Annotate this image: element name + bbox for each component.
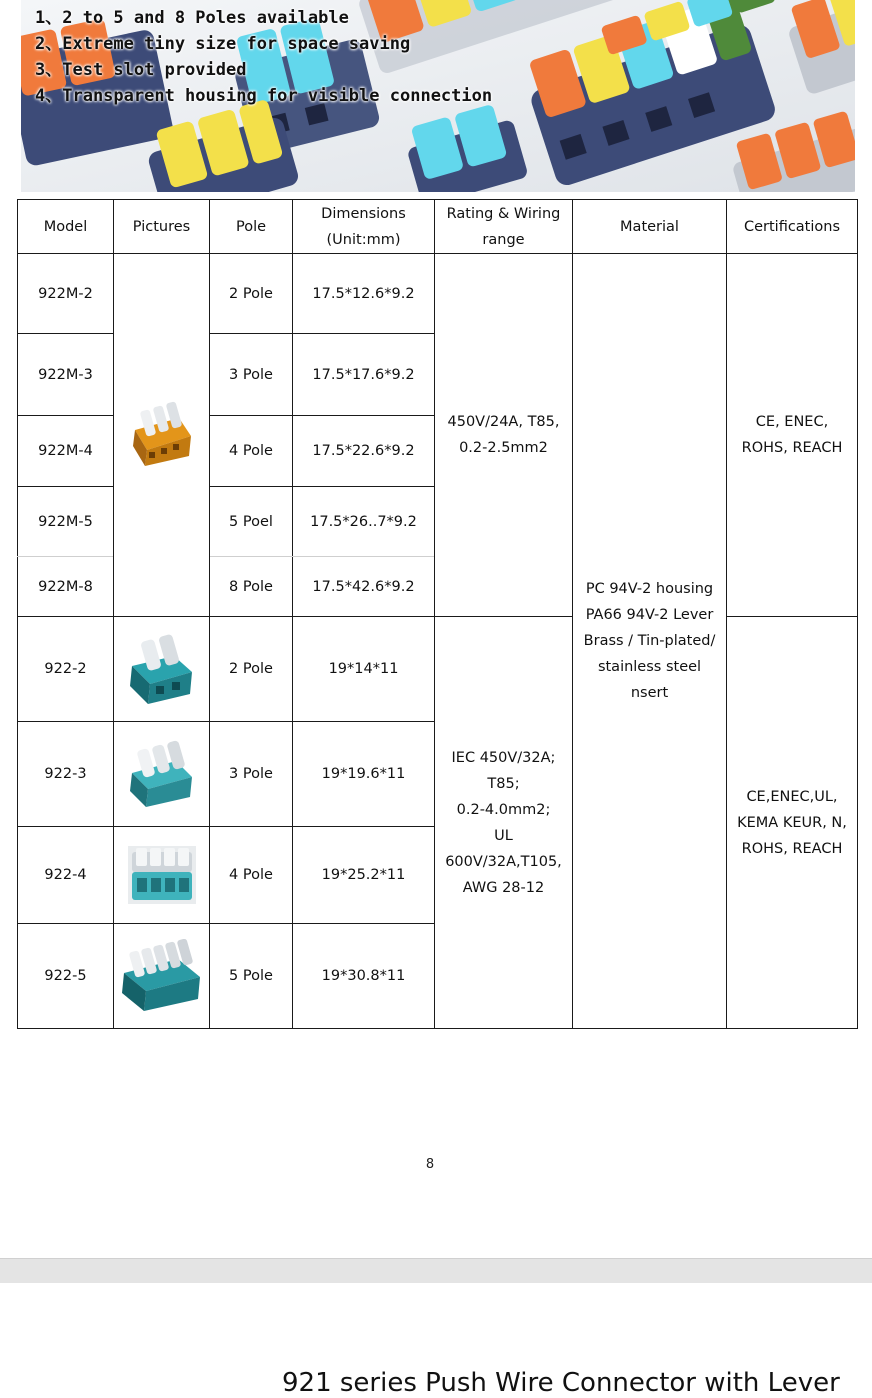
dimension-cell: 17.5*26..7*9.2 bbox=[293, 487, 435, 557]
feature-item: 2、Extreme tiny size for space saving bbox=[35, 34, 411, 54]
rating-cell-922m bbox=[435, 254, 573, 617]
picture-cell bbox=[114, 722, 210, 827]
next-page-title: 921 series Push Wire Connector with Lever bbox=[282, 1368, 840, 1398]
rating-line: T85; bbox=[487, 775, 520, 792]
pole-cell: 4 Pole bbox=[210, 416, 293, 487]
picture-cell bbox=[114, 827, 210, 924]
material-line: PC 94V-2 housing bbox=[585, 581, 714, 597]
dimension-cell: 17.5*42.6*9.2 bbox=[293, 557, 435, 617]
rating-line: 0.2-2.5mm2 bbox=[459, 440, 548, 456]
certification-line: ROHS, REACH bbox=[741, 440, 843, 456]
model-cell: 922M-8 bbox=[18, 557, 114, 617]
feature-item: 3、Test slot provided bbox=[35, 60, 247, 80]
pole-cell: 3 Pole bbox=[210, 334, 293, 416]
certification-line: KEMA KEUR, N, bbox=[737, 814, 847, 831]
header-certifications: Certifications bbox=[727, 200, 858, 254]
feature-list bbox=[35, 5, 492, 109]
pole-cell: 8 Pole bbox=[210, 557, 293, 617]
dimension-cell: 17.5*17.6*9.2 bbox=[293, 334, 435, 416]
certification-line: CE, ENEC, bbox=[755, 414, 829, 430]
rating-line: UL bbox=[494, 827, 513, 844]
pole-cell: 4 Pole bbox=[210, 827, 293, 924]
header-pictures: Pictures bbox=[114, 200, 210, 254]
pole-cell: 3 Pole bbox=[210, 722, 293, 827]
header-rating-line: Rating & Wiring bbox=[446, 205, 561, 222]
feature-item: 4、Transparent housing for visible connection bbox=[35, 86, 493, 106]
dimension-cell: 19*30.8*11 bbox=[293, 924, 435, 1029]
material-line: nsert bbox=[630, 685, 669, 701]
dimension-cell: 19*19.6*11 bbox=[293, 722, 435, 827]
model-cell: 922-4 bbox=[18, 827, 114, 924]
certification-cell-922m bbox=[727, 254, 858, 617]
pole-cell: 2 Pole bbox=[210, 617, 293, 722]
pole-cell: 5 Pole bbox=[210, 924, 293, 1029]
header-model: Model bbox=[18, 200, 114, 254]
model-cell: 922-2 bbox=[18, 617, 114, 722]
teal-2-pole-connector-image bbox=[128, 632, 196, 706]
header-rating bbox=[435, 200, 573, 254]
material-line: PA66 94V-2 Lever bbox=[585, 607, 714, 623]
model-cell: 922-5 bbox=[18, 924, 114, 1029]
page-separator bbox=[0, 1258, 872, 1283]
model-cell: 922M-4 bbox=[18, 416, 114, 487]
material-line: Brass / Tin-plated/ bbox=[583, 633, 716, 649]
material-line: stainless steel bbox=[597, 659, 702, 675]
table-row bbox=[18, 617, 858, 722]
teal-3-pole-connector-image bbox=[128, 739, 196, 809]
rating-line: 600V/32A,T105, bbox=[445, 853, 562, 870]
model-cell: 922M-5 bbox=[18, 487, 114, 557]
rating-line: 0.2-4.0mm2; bbox=[456, 801, 551, 818]
dimension-cell: 17.5*22.6*9.2 bbox=[293, 416, 435, 487]
rating-line: IEC 450V/32A; bbox=[451, 749, 556, 766]
dimension-cell: 19*14*11 bbox=[293, 617, 435, 722]
teal-4-pole-connector-image bbox=[128, 846, 196, 904]
header-dimensions-unit: (Unit:mm) bbox=[326, 231, 401, 248]
material-cell bbox=[573, 254, 727, 1029]
model-cell: 922M-3 bbox=[18, 334, 114, 416]
product-banner bbox=[21, 0, 855, 192]
dimension-cell: 19*25.2*11 bbox=[293, 827, 435, 924]
rating-line: 450V/24A, T85, bbox=[447, 414, 560, 430]
certification-line: CE,ENEC,UL, bbox=[746, 788, 838, 805]
page-number: 8 bbox=[425, 1157, 435, 1172]
header-dimensions bbox=[293, 200, 435, 254]
table-header-row bbox=[18, 200, 858, 254]
rating-line: AWG 28-12 bbox=[462, 879, 545, 896]
dimension-cell: 17.5*12.6*9.2 bbox=[293, 254, 435, 334]
picture-cell bbox=[114, 924, 210, 1029]
model-cell: 922M-2 bbox=[18, 254, 114, 334]
certification-cell-922 bbox=[727, 617, 858, 1029]
model-cell: 922-3 bbox=[18, 722, 114, 827]
teal-5-pole-connector-image bbox=[122, 939, 202, 1013]
header-pole: Pole bbox=[210, 200, 293, 254]
specification-table bbox=[17, 199, 858, 1029]
pole-cell: 2 Pole bbox=[210, 254, 293, 334]
header-material: Material bbox=[573, 200, 727, 254]
picture-cell-922m bbox=[114, 254, 210, 617]
certification-line: ROHS, REACH bbox=[741, 840, 843, 857]
header-rating-line: range bbox=[482, 231, 525, 248]
pole-cell: 5 Poel bbox=[210, 487, 293, 557]
amber-connector-image bbox=[129, 400, 195, 470]
rating-cell-922 bbox=[435, 617, 573, 1029]
table-row bbox=[18, 254, 858, 334]
header-dimensions-line: Dimensions bbox=[321, 205, 406, 222]
picture-cell bbox=[114, 617, 210, 722]
feature-item: 1、2 to 5 and 8 Poles available bbox=[35, 8, 349, 28]
